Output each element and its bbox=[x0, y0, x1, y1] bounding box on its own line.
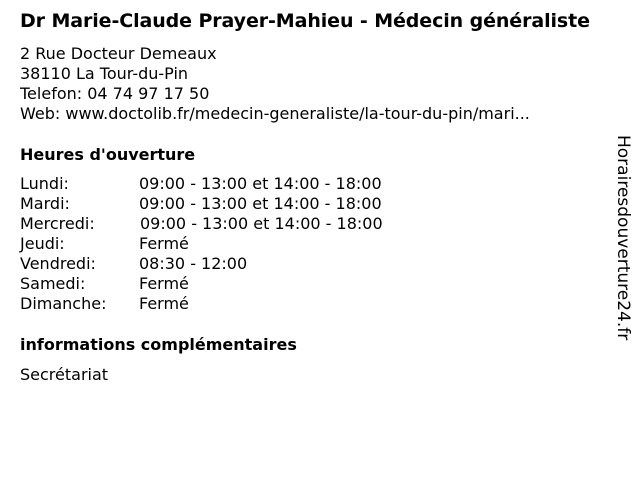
hours-heading: Heures d'ouverture bbox=[20, 145, 196, 164]
time-value: Fermé bbox=[139, 274, 189, 293]
hours-row-friday bbox=[20, 254, 383, 274]
day-label: Mercredi: bbox=[20, 214, 95, 233]
day-label: Dimanche: bbox=[20, 294, 107, 313]
day-label: Jeudi: bbox=[20, 234, 65, 253]
page-title: Dr Marie-Claude Prayer-Mahieu - Médecin généraliste bbox=[20, 10, 590, 32]
address-city: 38110 La Tour-du-Pin bbox=[20, 64, 189, 83]
time-value: 09:00 - 13:00 et 14:00 - 18:00 bbox=[140, 214, 383, 233]
day-label: Samedi: bbox=[20, 274, 86, 293]
additional-info-text: Secrétariat bbox=[20, 365, 109, 384]
hours-row-saturday bbox=[20, 274, 383, 294]
time-value: Fermé bbox=[139, 234, 189, 253]
hours-row-wednesday bbox=[20, 214, 383, 234]
day-label: Vendredi: bbox=[20, 254, 96, 273]
hours-row-thursday bbox=[20, 234, 383, 254]
site-watermark: Horairesdouverture24.fr bbox=[613, 135, 633, 341]
time-value: 09:00 - 13:00 et 14:00 - 18:00 bbox=[139, 194, 382, 213]
day-label: Mardi: bbox=[20, 194, 70, 213]
address-street: 2 Rue Docteur Demeaux bbox=[20, 44, 217, 63]
hours-row-sunday bbox=[20, 294, 383, 314]
contact-info bbox=[20, 44, 530, 124]
time-value: 09:00 - 13:00 et 14:00 - 18:00 bbox=[139, 174, 382, 193]
day-label: Lundi: bbox=[20, 174, 69, 193]
opening-hours-table bbox=[20, 174, 383, 314]
website-link[interactable]: Web: www.doctolib.fr/medecin-generaliste/la-tour-du-pin/mari... bbox=[20, 104, 530, 123]
hours-row-monday bbox=[20, 174, 383, 194]
time-value: Fermé bbox=[139, 294, 189, 313]
additional-info-heading: informations complémentaires bbox=[20, 335, 297, 354]
phone-number: Telefon: 04 74 97 17 50 bbox=[20, 84, 210, 103]
hours-row-tuesday bbox=[20, 194, 383, 214]
time-value: 08:30 - 12:00 bbox=[139, 254, 248, 273]
